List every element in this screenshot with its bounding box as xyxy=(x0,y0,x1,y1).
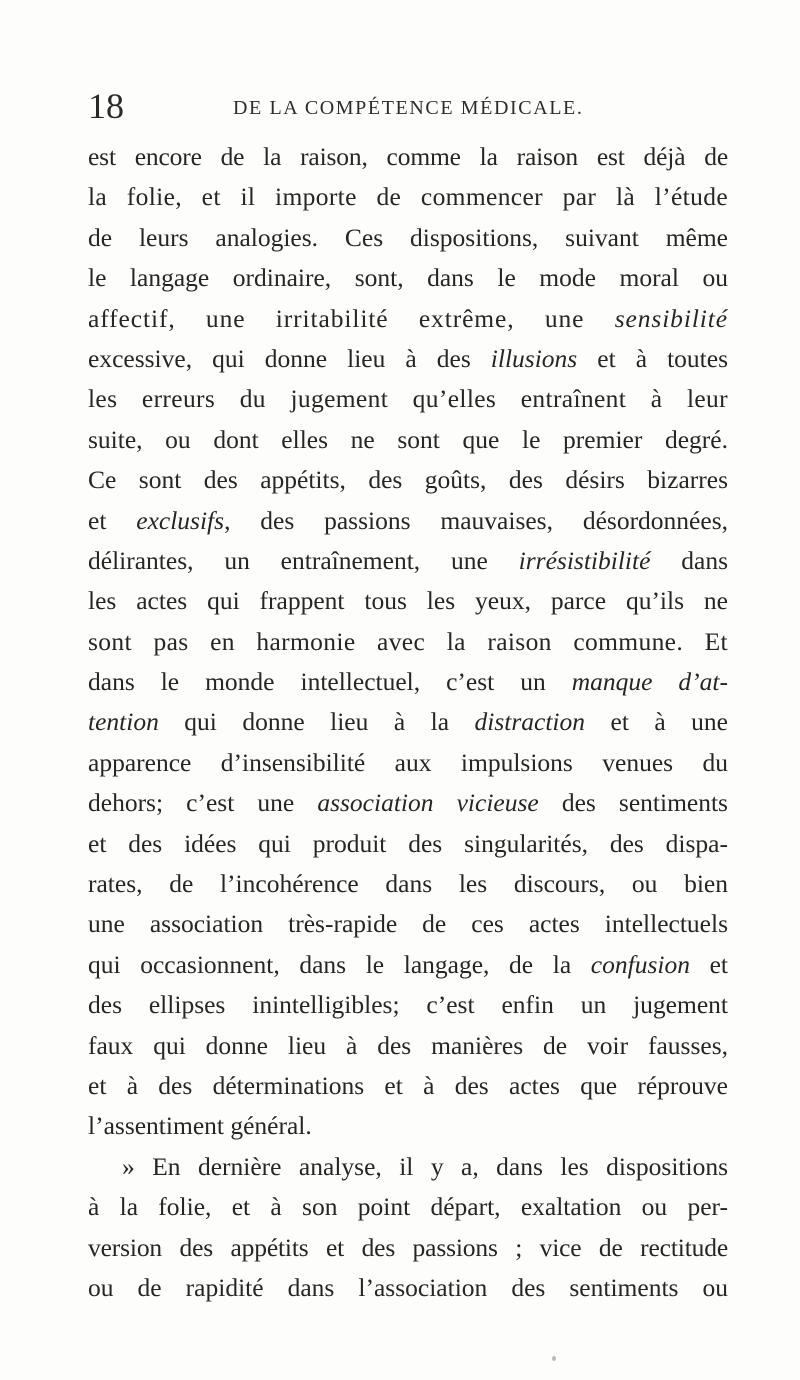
text-run: de leurs analogies. Ces dispositions, suivant même xyxy=(88,222,728,252)
text-run: apparence d’insensibilité aux impulsions venues du xyxy=(88,747,728,777)
italic-term: illusions xyxy=(490,343,578,373)
text-run: les erreurs du jugement qu’elles entraînent à leur xyxy=(88,384,728,414)
text-run: les actes qui frappent tous les yeux, parce qu’ils ne xyxy=(88,586,728,616)
text-run: l’assentiment général. xyxy=(88,1111,312,1141)
text-run: sont pas en harmonie avec la raison commune. Et xyxy=(88,626,728,656)
text-run: dans xyxy=(650,545,729,575)
text-run: et xyxy=(689,949,729,979)
text-run: et à une xyxy=(585,707,728,737)
text-line xyxy=(88,581,728,621)
text-run: qui donne lieu à la xyxy=(158,707,475,737)
text-line xyxy=(88,177,728,217)
text-line xyxy=(88,1228,728,1268)
text-line xyxy=(88,743,728,783)
text-run: et xyxy=(88,505,137,535)
text-line xyxy=(88,1187,728,1227)
text-line xyxy=(88,137,728,177)
text-line xyxy=(88,379,728,419)
text-run: » En dernière analyse, il y a, dans les dispositions xyxy=(122,1151,728,1181)
text-line xyxy=(88,1026,728,1066)
text-line xyxy=(88,541,728,581)
text-run: rates, de l’incohérence dans les discours, ou bien xyxy=(88,869,728,899)
text-line xyxy=(88,622,728,662)
text-line xyxy=(88,783,728,823)
text-line xyxy=(88,985,728,1025)
text-line xyxy=(88,864,728,904)
text-line xyxy=(88,218,728,258)
text-run: dans le monde intellectuel, c’est un xyxy=(88,667,572,697)
text-line xyxy=(88,824,728,864)
text-line xyxy=(88,1066,728,1106)
paper-speck xyxy=(552,1356,556,1361)
text-run: des sentiments xyxy=(538,788,728,818)
text-run: à la folie, et à son point départ, exaltation ou per- xyxy=(88,1192,728,1222)
text-run: excessive, qui donne lieu à des xyxy=(88,343,491,373)
body-text xyxy=(88,137,728,1308)
text-run: et à toutes xyxy=(577,343,728,373)
text-line xyxy=(88,1268,728,1308)
text-line xyxy=(88,904,728,944)
italic-term: manque d’at- xyxy=(571,667,728,697)
text-line xyxy=(88,258,728,298)
text-run: des ellipses inintelligibles; c’est enfin un jugement xyxy=(88,990,728,1020)
text-line xyxy=(88,1147,728,1187)
text-run: délirantes, un entraînement, une xyxy=(88,545,519,575)
text-run: version des appétits et des passions ; vice de rectitude xyxy=(88,1232,728,1262)
italic-term: tention xyxy=(88,707,159,737)
text-run: est encore de la raison, comme la raison est déjà de xyxy=(88,142,728,171)
text-run: faux qui donne lieu à des manières de voir fausses, xyxy=(88,1030,728,1060)
italic-term: exclusifs xyxy=(136,505,225,535)
text-line xyxy=(88,339,728,379)
text-run: dehors; c’est une xyxy=(88,788,318,818)
text-line xyxy=(88,702,728,742)
text-run: affectif, une irritabilité extrême, une xyxy=(88,303,615,333)
text-line xyxy=(88,420,728,460)
text-run: la folie, et il importe de commencer par là l’étude xyxy=(88,182,728,212)
text-line xyxy=(88,501,728,541)
text-line xyxy=(88,299,728,339)
text-run: , des passions mauvaises, désordonnées, xyxy=(224,505,728,535)
text-line xyxy=(88,945,728,985)
text-line xyxy=(88,1106,728,1146)
text-line xyxy=(88,662,728,702)
text-run: une association très-rapide de ces actes intellectuels xyxy=(88,909,728,939)
text-run: suite, ou dont elles ne sont que le premier degré. xyxy=(88,424,728,454)
italic-term: association vicieuse xyxy=(317,788,539,818)
text-run: ou de rapidité dans l’association des sentiments ou xyxy=(88,1272,728,1302)
text-run: et à des déterminations et à des actes que réprouve xyxy=(88,1070,728,1100)
text-run: et des idées qui produit des singularités, des dispa- xyxy=(88,828,728,858)
text-run: qui occasionnent, dans le langage, de la xyxy=(88,949,591,979)
italic-term: sensibilité xyxy=(614,303,728,333)
italic-term: confusion xyxy=(590,949,690,979)
running-head xyxy=(88,84,728,128)
page-number: 18 xyxy=(88,86,124,126)
italic-term: irrésistibilité xyxy=(518,545,651,575)
text-run: le langage ordinaire, sont, dans le mode moral ou xyxy=(88,263,728,293)
text-run: Ce sont des appétits, des goûts, des désirs bizarres xyxy=(88,465,728,495)
italic-term: distraction xyxy=(474,707,586,737)
running-title: DE LA COMPÉTENCE MÉDICALE. xyxy=(233,97,584,119)
text-line xyxy=(88,460,728,500)
